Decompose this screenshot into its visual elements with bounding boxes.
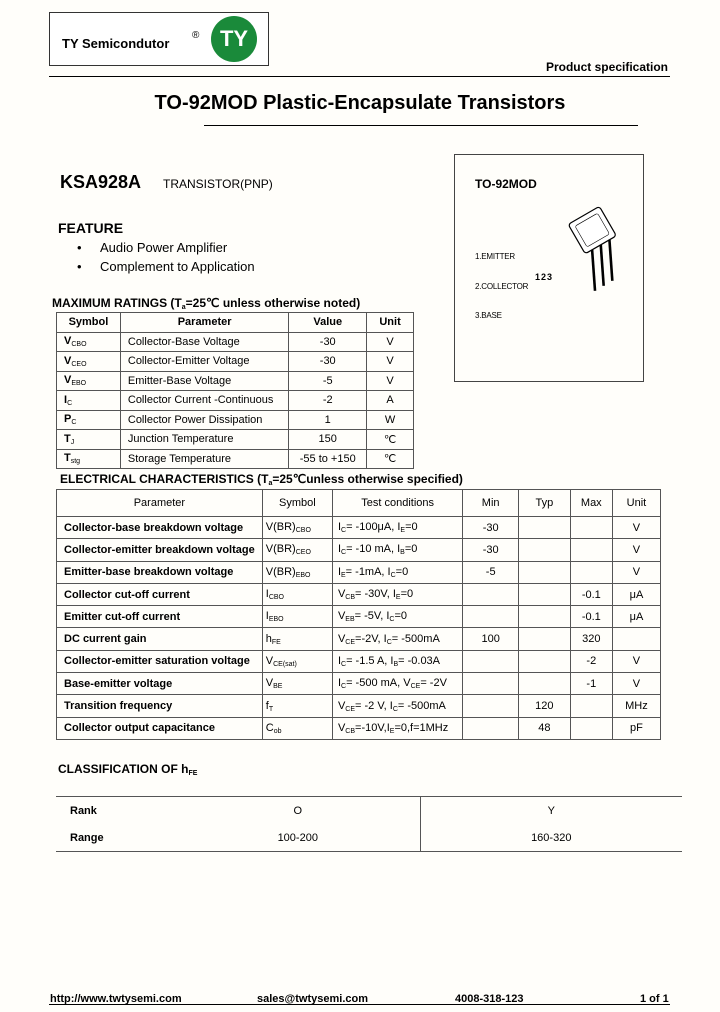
column-header: Test conditions: [332, 490, 462, 517]
parameter-cell: Emitter-Base Voltage: [120, 371, 288, 391]
column-header: Unit: [367, 313, 414, 333]
unit-cell: A: [367, 391, 414, 411]
electrical-table: [56, 489, 661, 740]
table-row: [57, 391, 414, 411]
max-cell: 320: [570, 628, 612, 650]
table-row: [57, 650, 661, 672]
part-type: TRANSISTOR(PNP): [163, 177, 273, 191]
max-cell: -2: [570, 650, 612, 672]
symbol-cell: $C_{ob}$: [262, 717, 332, 739]
unit-cell: V: [612, 517, 660, 539]
electrical-title: ELECTRICAL CHARACTERISTICS ($T_a=25℃unless$ otherwise specified): [60, 472, 463, 487]
parameter-cell: Collector-emitter breakdown voltage: [57, 539, 263, 561]
typ-cell: [518, 606, 570, 628]
table-cell: Y: [420, 797, 682, 825]
symbol-cell: $I_C$: [57, 391, 121, 411]
min-cell: [463, 650, 519, 672]
unit-cell: μA: [612, 606, 660, 628]
parameter-cell: Collector output capacitance: [57, 717, 263, 739]
value-cell: 1: [289, 410, 367, 430]
table-row: [56, 824, 682, 852]
classification-title: CLASSIFICATION OF $h_{FE}$: [58, 762, 198, 777]
max-cell: -0.1: [570, 583, 612, 605]
parameter-cell: Collector Power Dissipation: [120, 410, 288, 430]
typ-cell: [518, 650, 570, 672]
typ-cell: [518, 673, 570, 695]
table-row: [57, 561, 661, 583]
symbol-cell: $V(BR)_{CBO}$: [262, 517, 332, 539]
footer-divider: [49, 1004, 670, 1005]
condition-cell: $V_{CE}=-2V$, $I_C= -500mA$: [332, 628, 462, 650]
pin-label: 2.COLLECTOR: [475, 282, 529, 291]
pin-label: 3.BASE: [475, 311, 502, 320]
value-cell: -30: [289, 352, 367, 372]
bullet-icon: •: [77, 240, 82, 255]
max-cell: [570, 539, 612, 561]
feature-item: Audio Power Amplifier: [100, 240, 228, 255]
min-cell: [463, 673, 519, 695]
unit-cell: W: [367, 410, 414, 430]
table-row: [57, 517, 661, 539]
classification-table: [56, 796, 682, 852]
table-cell: O: [176, 797, 420, 825]
table-cell: 100-200: [176, 824, 420, 852]
footer-page: 1 of 1: [640, 993, 669, 1005]
parameter-cell: Emitter cut-off current: [57, 606, 263, 628]
max-cell: [570, 561, 612, 583]
value-cell: -55 to +150: [289, 449, 367, 469]
parameter-cell: DC current gain: [57, 628, 263, 650]
unit-cell: V: [612, 650, 660, 672]
unit-cell: μA: [612, 583, 660, 605]
column-header: Parameter: [57, 490, 263, 517]
registered-mark: ®: [192, 30, 200, 41]
min-cell: -30: [463, 517, 519, 539]
footer-phone: 4008-318-123: [455, 993, 524, 1005]
table-row: [57, 430, 414, 450]
condition-cell: $V_{CB}= -30V$, $I_E=0$: [332, 583, 462, 605]
symbol-cell: $h_{FE}$: [262, 628, 332, 650]
condition-cell: $I_C= -1.5$ A, $I_B= -0.03A$: [332, 650, 462, 672]
column-header: Unit: [612, 490, 660, 517]
table-cell: 160-320: [420, 824, 682, 852]
column-header: Symbol: [262, 490, 332, 517]
footer-url[interactable]: http://www.twtysemi.com: [50, 993, 182, 1005]
table-row: [57, 352, 414, 372]
page-title: TO-92MOD Plastic-Encapsulate Transistors: [154, 92, 566, 114]
package-title: TO-92MOD: [475, 177, 537, 191]
max-cell: [570, 717, 612, 739]
typ-cell: [518, 539, 570, 561]
typ-cell: 120: [518, 695, 570, 717]
unit-cell: V: [612, 539, 660, 561]
symbol-cell: $V_{CBO}$: [57, 332, 121, 352]
max-ratings-table: [56, 312, 414, 469]
parameter-cell: Collector-Base Voltage: [120, 332, 288, 352]
table-row: [57, 410, 414, 430]
min-cell: 100: [463, 628, 519, 650]
parameter-cell: Base-emitter voltage: [57, 673, 263, 695]
unit-cell: [612, 628, 660, 650]
symbol-cell: $V_{CEO}$: [57, 352, 121, 372]
min-cell: [463, 695, 519, 717]
unit-cell: V: [612, 561, 660, 583]
table-row: [57, 628, 661, 650]
feature-item: Complement to Application: [100, 259, 255, 274]
table-row: [57, 449, 414, 469]
typ-cell: [518, 517, 570, 539]
column-header: Min: [463, 490, 519, 517]
min-cell: [463, 583, 519, 605]
parameter-cell: Collector Current -Continuous: [120, 391, 288, 411]
pin-numbers: 123: [535, 272, 554, 282]
parameter-cell: Storage Temperature: [120, 449, 288, 469]
table-row: [57, 371, 414, 391]
symbol-cell: $V(BR)_{EBO}$: [262, 561, 332, 583]
table-header-row: [57, 490, 661, 517]
spec-label: Product specification: [545, 60, 668, 74]
max-cell: [570, 517, 612, 539]
condition-cell: $I_C= -500$ mA, $V_{CE}= -2V$: [332, 673, 462, 695]
table-row: [57, 583, 661, 605]
table-header-row: [57, 313, 414, 333]
condition-cell: $V_{CB}=-10V,I_E=0,f=1MHz$: [332, 717, 462, 739]
typ-cell: [518, 628, 570, 650]
min-cell: -5: [463, 561, 519, 583]
condition-cell: $I_C= -100\mu A$, $I_E=0$: [332, 517, 462, 539]
symbol-cell: $f_T$: [262, 695, 332, 717]
title-underline: [204, 125, 638, 126]
symbol-cell: $V_{BE}$: [262, 673, 332, 695]
row-label: Rank: [56, 797, 176, 825]
parameter-cell: Junction Temperature: [120, 430, 288, 450]
table-row: [57, 539, 661, 561]
symbol-cell: $P_C$: [57, 410, 121, 430]
table-row: [57, 695, 661, 717]
unit-cell: MHz: [612, 695, 660, 717]
divider: [49, 76, 670, 77]
parameter-cell: Transition frequency: [57, 695, 263, 717]
column-header: Max: [570, 490, 612, 517]
column-header: Parameter: [120, 313, 288, 333]
parameter-cell: Collector-Emitter Voltage: [120, 352, 288, 372]
typ-cell: [518, 583, 570, 605]
symbol-cell: $V(BR)_{CEO}$: [262, 539, 332, 561]
parameter-cell: Collector-emitter saturation voltage: [57, 650, 263, 672]
value-cell: -30: [289, 332, 367, 352]
min-cell: -30: [463, 539, 519, 561]
table-row: [57, 606, 661, 628]
row-label: Range: [56, 824, 176, 852]
symbol-cell: $T_J$: [57, 430, 121, 450]
typ-cell: 48: [518, 717, 570, 739]
footer-email[interactable]: sales@twtysemi.com: [257, 993, 368, 1005]
table-row: [57, 332, 414, 352]
condition-cell: $I_E= -1mA$, $I_C=0$: [332, 561, 462, 583]
table-row: [56, 797, 682, 825]
table-row: [57, 673, 661, 695]
symbol-cell: $I_{EBO}$: [262, 606, 332, 628]
condition-cell: $I_C= -10$ mA, $I_B=0$: [332, 539, 462, 561]
parameter-cell: Collector cut-off current: [57, 583, 263, 605]
symbol-cell: $V_{EBO}$: [57, 371, 121, 391]
column-header: Symbol: [57, 313, 121, 333]
column-header: Typ: [518, 490, 570, 517]
max-cell: [570, 695, 612, 717]
unit-cell: V: [612, 673, 660, 695]
value-cell: 150: [289, 430, 367, 450]
parameter-cell: Collector-base breakdown voltage: [57, 517, 263, 539]
symbol-cell: $V_{CE(sat)}$: [262, 650, 332, 672]
feature-heading: FEATURE: [58, 220, 124, 236]
unit-cell: V: [367, 371, 414, 391]
brand-name: TY Semicondutor: [62, 36, 170, 51]
symbol-cell: $I_{CBO}$: [262, 583, 332, 605]
bullet-icon: •: [77, 259, 82, 274]
value-cell: -2: [289, 391, 367, 411]
unit-cell: pF: [612, 717, 660, 739]
ty-logo: TY: [211, 16, 257, 62]
max-cell: -1: [570, 673, 612, 695]
unit-cell: ℃: [367, 430, 414, 450]
condition-cell: $V_{CE}= -2$ V, $I_C= -500mA$: [332, 695, 462, 717]
symbol-cell: $T_{stg}$: [57, 449, 121, 469]
table-row: [57, 717, 661, 739]
max-cell: -0.1: [570, 606, 612, 628]
column-header: Value: [289, 313, 367, 333]
value-cell: -5: [289, 371, 367, 391]
pin-label: 1.EMITTER: [475, 252, 515, 261]
unit-cell: ℃: [367, 449, 414, 469]
unit-cell: V: [367, 332, 414, 352]
max-ratings-title: MAXIMUM RATINGS ($T_a=25℃$ unless otherwise noted): [52, 296, 361, 311]
unit-cell: V: [367, 352, 414, 372]
part-number: KSA928A: [60, 172, 142, 192]
min-cell: [463, 606, 519, 628]
typ-cell: [518, 561, 570, 583]
parameter-cell: Emitter-base breakdown voltage: [57, 561, 263, 583]
condition-cell: $V_{EB}= -5V$, $I_C=0$: [332, 606, 462, 628]
min-cell: [463, 717, 519, 739]
